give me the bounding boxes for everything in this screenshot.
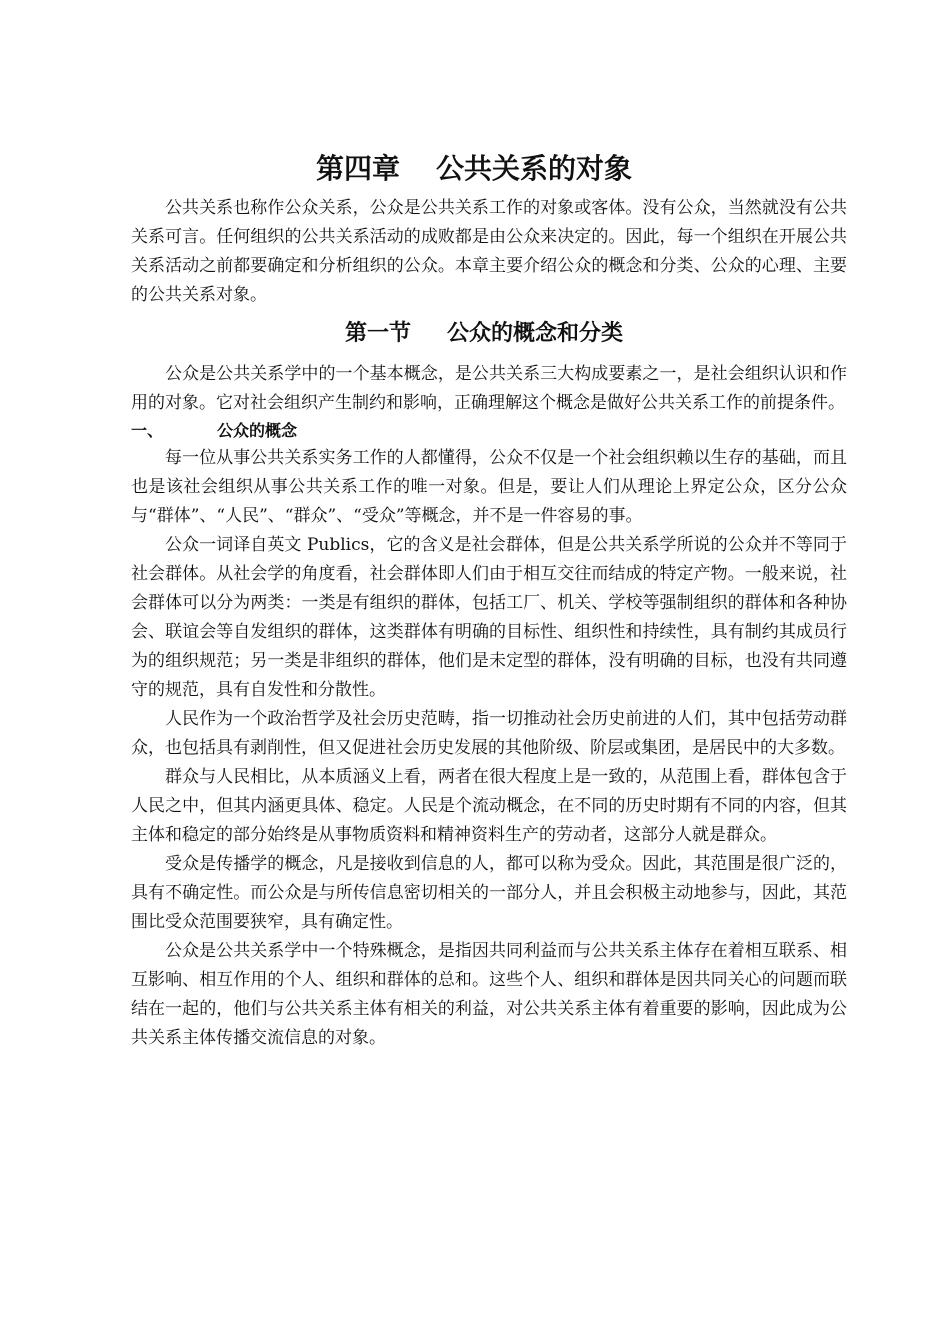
chapter-title: [131, 150, 847, 188]
document-page: [131, 150, 847, 1053]
body-paragraph: 每一位从事公共关系实务工作的人都懂得，公众不仅是一个社会组织赖以生存的基础，而且也是该社会组织从事公共关系工作的唯一对象。但是，要让人们从理论上界定公众，区分公众与“群体”、“人民”、“群众”、“受众”等概念，并不是一件容易的事。: [131, 448, 847, 526]
chapter-name: 公共关系的对象: [436, 152, 633, 185]
body-paragraph: 人民作为一个政治哲学及社会历史范畴，指一切推动社会历史前进的人们，其中包括劳动群众，也包括具有剥削性，但又促进社会历史发展的其他阶级、阶层或集团，是居民中的大多数。: [131, 709, 847, 758]
section-title: [131, 318, 847, 350]
section-intro-paragraph: 公众是公共关系学中的一个基本概念，是公共关系三大构成要素之一，是社会组织认识和作用的对象。它对社会组织产生制约和影响，正确理解这个概念是做好公共关系工作的前提条件。: [131, 364, 847, 413]
body-paragraph: 公众是公共关系学中一个特殊概念，是指因共同利益而与公共关系主体存在着相互联系、相互影响、相互作用的个人、组织和群体的总和。这些个人、组织和群体是因共同关心的问题而联结在一起的，他们与公共关系主体有相关的利益，对公共关系主体有着重要的影响，因此成为公共关系主体传播交流信息的对象。: [131, 941, 847, 1048]
chapter-intro-paragraph: 公共关系也称作公众关系，公众是公共关系工作的对象或客体。没有公众，当然就没有公共关系可言。任何组织的公共关系活动的成败都是由公众来决定的。因此，每一个组织在开展公共关系活动之前都要确定和分析组织的公众。本章主要介绍公众的概念和分类、公众的心理、主要的公共关系对象。: [131, 198, 847, 305]
body-paragraph: 群众与人民相比，从本质涵义上看，两者在很大程度上是一致的，从范围上看，群体包含于人民之中，但其内涵更具体、稳定。人民是个流动概念，在不同的历史时期有不同的内容，但其主体和稳定的部分始终是从事物质资料和精神资料生产的劳动者，这部分人就是群众。: [131, 767, 847, 845]
body-paragraph: 公众一词译自英文 Publics，它的含义是社会群体，但是公共关系学所说的公众并不等同于社会群体。从社会学的角度看，社会群体即人们由于相互交往而结成的特定产物。一般来说，社会群体可以分为两类：一类是有组织的群体，包括工厂、机关、学校等强制组织的群体和各种协会、联谊会等自发组织的群体，这类群体有明确的目标性、组织性和持续性，具有制约其成员行为的组织规范；另一类是非组织的群体，他们是未定型的群体，没有明确的目标，也没有共同遵守的规范，具有自发性和分散性。: [131, 535, 847, 700]
chapter-label: 第四章: [315, 152, 400, 185]
subsection-title: 公众的概念: [217, 421, 298, 440]
section-name: 公众的概念和分类: [447, 321, 624, 346]
subsection-number: 一、: [131, 421, 164, 440]
section-label: 第一节: [344, 321, 411, 346]
subsection-heading: [131, 418, 847, 444]
body-paragraph: 受众是传播学的概念，凡是接收到信息的人，都可以称为受众。因此，其范围是很广泛的，具有不确定性。而公众是与所传信息密切相关的一部分人，并且会积极主动地参与，因此，其范围比受众范围要狭窄，具有确定性。: [131, 854, 847, 932]
